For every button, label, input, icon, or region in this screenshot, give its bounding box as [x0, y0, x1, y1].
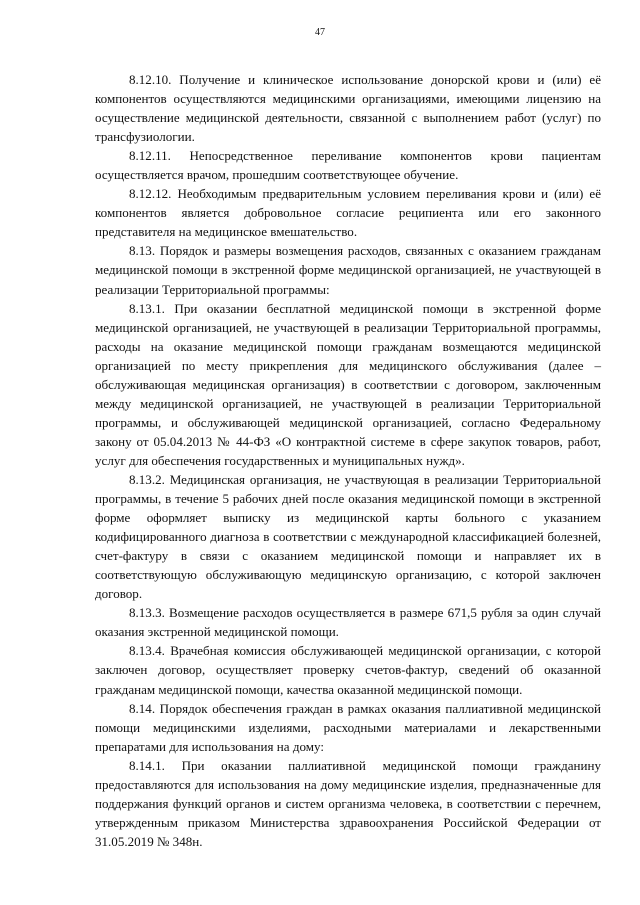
page-number: 47 [315, 27, 325, 38]
paragraph-8-13-2: 8.13.2. Медицинская организация, не участвующая в реализации Территориальной программы, в течение 5 рабочих дней после оказания медицинской помощи в экстренной форме оформляет выписку из медицинской карты больного с указанием кодифицированного диагноза в соответствии с международной классификацией болезней, счет-фактуру в связи с оказанием медицинской помощи и направляет их в соответствующую обслуживающую медицинскую организацию, с которой заключен договор. [95, 471, 601, 602]
paragraph-8-13-1: 8.13.1. При оказании бесплатной медицинской помощи в экстренной форме медицинской организацией, не участвующей в реализации Территориальной программы, расходы на оказание медицинской помощи гражданам возмещаются медицинской организацией по месту прикрепления для медицинского обслуживания (далее – обслуживающая медицинская организация) в соответствии с договором, заключенным между медицинской организацией, не участвующей в реализации Территориальной программы, и обслуживающей медицинской организацией, согласно Федеральному закону от 05.04.2013 № 44-ФЗ «О контрактной системе в сфере закупок товаров, работ, услуг для обеспечения государственных и муниципальных нужд». [95, 300, 601, 468]
paragraph-8-12-12: 8.12.12. Необходимым предварительным условием переливания крови и (или) её компонентов является добровольное согласие реципиента или его законного представителя на медицинское вмешательство. [95, 186, 601, 240]
paragraph-8-13: 8.13. Порядок и размеры возмещения расходов, связанных с оказанием гражданам медицинской помощи в экстренной форме медицинской организацией, не участвующей в реализации Территориальной программы: [95, 243, 601, 297]
paragraph-8-12-11: 8.12.11. Непосредственное переливание компонентов крови пациентам осуществляется врачом, прошедшим соответствующее обучение. [95, 148, 601, 183]
paragraph-8-13-4: 8.13.4. Врачебная комиссия обслуживающей медицинской организации, с которой заключен договор, осуществляет проверку счетов-фактур, сведений об оказанной гражданам медицинской помощи, качества оказанной медицинской помощи. [95, 643, 601, 697]
paragraph-8-13-3: 8.13.3. Возмещение расходов осуществляется в размере 671,5 рубля за один случай оказания экстренной медицинской помощи. [95, 605, 601, 640]
paragraph-8-12-10: 8.12.10. Получение и клиническое использование донорской крови и (или) её компонентов осуществляются медицинскими организациями, имеющими лицензию на осуществление медицинской деятельности, связанной с выполнением работ (услуг) по трансфузиологии. [95, 72, 601, 145]
document-body [95, 70, 601, 851]
paragraph-8-14: 8.14. Порядок обеспечения граждан в рамках оказания паллиативной медицинской помощи медицинскими изделиями, расходными материалами и лекарственными препаратами для использования на дому: [95, 700, 601, 754]
paragraph-8-14-1: 8.14.1. При оказании паллиативной медицинской помощи гражданину предоставляются для использования на дому медицинские изделия, предназначенные для поддержания функций органов и систем организма человека, в соответствии с перечнем, утвержденным приказом Министерства здравоохранения Российской Федерации от 31.05.2019 № 348н. [95, 757, 601, 849]
